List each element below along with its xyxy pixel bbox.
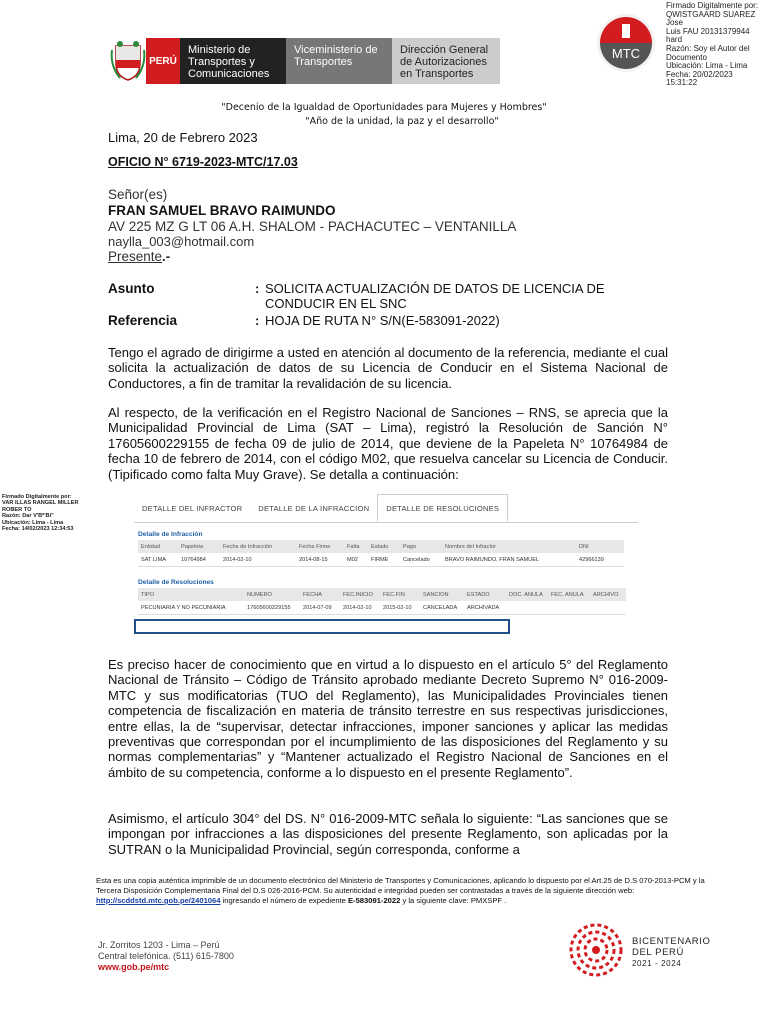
table-cell: SAT LIMA: [138, 553, 178, 567]
bic-line: BICENTENARIO: [632, 936, 711, 947]
table-header-cell: FEC. ANULA: [548, 588, 590, 601]
table-cell: 2014-07-09: [300, 601, 340, 615]
table-header-cell: DOC. ANULA: [506, 588, 548, 601]
referencia-colon: :: [255, 313, 260, 328]
resoluciones-section-title: Detalle de Resoluciones: [138, 579, 214, 586]
sig-line: Fecha: 20/02/2023 15:31:22: [666, 69, 733, 88]
referencia-label: Referencia: [108, 313, 178, 328]
table-header-cell: Estado: [368, 540, 400, 553]
decenio-line2: "Año de la unidad, la paz y el desarrollo": [305, 116, 499, 127]
mtc-seal-logo: [592, 12, 660, 74]
sig-line: VAR ILLAS RANGEL MILLER: [2, 500, 79, 507]
sig-line: Razón: Soy el Autor del: [666, 43, 750, 53]
peru-label: PERÚ: [146, 38, 180, 84]
recipient-name: FRAN SAMUEL BRAVO RAIMUNDO: [108, 203, 336, 218]
letter-date: Lima, 20 de Febrero 2023: [108, 130, 258, 145]
table-header-cell: FEC.INICIO: [340, 588, 380, 601]
expediente-number: E-583091-2022: [347, 896, 401, 905]
highlight-box: [134, 619, 510, 634]
ministry-address: [98, 940, 234, 973]
website-link[interactable]: www.gob.pe/mtc: [98, 962, 170, 972]
table-cell: BRAVO RAIMUNDO, FRAN SAMUEL: [442, 553, 576, 567]
note-text: y la siguiente clave: PMXSPF .: [400, 896, 507, 905]
tab-detalle-infractor[interactable]: DETALLE DEL INFRACTOR: [142, 503, 243, 513]
table-header-cell: TIPO: [138, 588, 244, 601]
paragraph-3: Es preciso hacer de conocimiento que en virtud a lo dispuesto en el artículo 5° del Reglamento Nacional de Tránsito – Código de Tránsito aprobado mediante Decreto Supremo N° 016-2009-MTC y sus modificatorias (TUO del Reglamento), las Municipalidades Provinciales tienen competencia de fiscalización en materia de tránsito terrestre en sus respectivas jurisdicciones, entre ellas, la de “supervisar, detectar infracciones, imponer sanciones y aplicar las medidas preventivas que correspondan por el incumplimiento de las disposiciones del Reglamento y su normas complementarias” y “Mantener actualizado el Registro Nacional de Sanciones en el ámbito de su competencia, conforme a lo dispuesto en el presente Reglamento”.: [108, 657, 668, 780]
sig-line: Luis FAU 20131379944 hard: [666, 26, 750, 45]
mtc-logo-text: MTC: [611, 46, 641, 61]
table-row: [138, 601, 626, 615]
verification-link[interactable]: http://scddstd.mtc.gob.pe/2401064: [96, 896, 221, 905]
note-text: ingresando el número de expediente: [220, 896, 348, 905]
infraccion-table: [138, 540, 624, 567]
sig-line: Razón: Dar V'Bº'Bi": [2, 513, 54, 520]
table-cell: 2014-02-10: [340, 601, 380, 615]
table-cell: M02: [344, 553, 368, 567]
table-cell: FIRME: [368, 553, 400, 567]
presente-text: Presente: [108, 249, 163, 264]
detail-tabs: [134, 494, 638, 523]
table-header-cell: FECHA: [300, 588, 340, 601]
table-header-row: [138, 540, 624, 553]
table-cell: ARCHIVADA: [464, 601, 506, 615]
sig-line: QWISTGAARD SUAREZ Jose: [666, 9, 756, 28]
address-line: Jr. Zorritos 1203 - Lima – Perú: [98, 940, 220, 950]
sig-line: Documento: [666, 52, 707, 62]
table-header-cell: Pago: [400, 540, 442, 553]
table-header-cell: Fecha Firme: [296, 540, 344, 553]
table-header-cell: Papeleta: [178, 540, 220, 553]
referencia-text: HOJA DE RUTA N° S/N(E-583091-2022): [265, 313, 500, 328]
table-cell: 2014-02-10: [220, 553, 296, 567]
table-cell: [548, 601, 590, 615]
table-cell: 10764984: [178, 553, 220, 567]
table-header-cell: SANCION: [420, 588, 464, 601]
presente-line: [108, 249, 170, 264]
paragraph-4: Asimismo, el artículo 304° del DS. N° 016-2009-MTC señala lo siguiente: “Las sanciones que se impongan por infracciones a las disposiciones del presente Reglamento, son aplicadas por la SUTRAN o la Municipalidad Provincial, según corresponda, conforme a: [108, 811, 668, 857]
table-header-cell: Entidad: [138, 540, 178, 553]
sig-line: Ubicación: Lima - Lima: [2, 519, 64, 526]
table-cell: 2015-02-10: [380, 601, 420, 615]
presente-suffix: .-: [162, 249, 171, 264]
sig-line: Fecha: 14/02/2023 12:34:53: [2, 526, 74, 533]
digital-signature-top: [666, 2, 766, 88]
oficio-number: OFICIO N° 6719-2023-MTC/17.03: [108, 155, 298, 169]
sig-line: Firmado Digitalmente por:: [2, 494, 72, 500]
header-banner: [110, 38, 500, 84]
table-cell: 42966139: [576, 553, 624, 567]
recipient-email: naylla_003@hotmail.com: [108, 234, 255, 249]
direccion-label: Dirección General de Autorizaciones en Transportes: [392, 38, 500, 84]
table-cell: Cancelado: [400, 553, 442, 567]
asunto-text-1: SOLICITA ACTUALIZACIÓN DE DATOS DE LICENCIA DE: [265, 281, 605, 296]
asunto-text-2: CONDUCIR EN EL SNC: [265, 296, 407, 311]
sig-line: Firmado Digitalmente por:: [666, 1, 759, 10]
sig-line: Ubicación: Lima - Lima: [666, 61, 748, 71]
table-header-cell: DNI: [576, 540, 624, 553]
table-header-cell: NUMERO: [244, 588, 300, 601]
table-cell: CANCELADA: [420, 601, 464, 615]
asunto-label: Asunto: [108, 281, 155, 296]
table-header-cell: ARCHIVO: [590, 588, 626, 601]
table-header-cell: Falta: [344, 540, 368, 553]
table-header-cell: Nombre del Infractor: [442, 540, 576, 553]
tab-detalle-resoluciones[interactable]: DETALLE DE RESOLUCIONES: [377, 494, 508, 522]
table-row: [138, 553, 624, 567]
digital-signature-left: [2, 494, 106, 532]
authenticity-note: [96, 876, 716, 906]
resoluciones-table: [138, 588, 626, 615]
rns-screenshot: [134, 494, 638, 644]
tab-detalle-infraccion[interactable]: DETALLE DE LA INFRACCION: [258, 503, 370, 513]
table-cell: PECUNIARIA Y NO PECUNIARIA: [138, 601, 244, 615]
infraccion-section-title: Detalle de Infracción: [138, 531, 203, 538]
bicentenario-logo: [568, 922, 624, 978]
recipient-address: AV 225 MZ G LT 06 A.H. SHALOM - PACHACUTEC – VENTANILLA: [108, 219, 517, 234]
salutation: Señor(es): [108, 187, 168, 202]
ministerio-label: Ministerio de Transportes y Comunicaciones: [180, 38, 286, 84]
paragraph-2: Al respecto, de la verificación en el Registro Nacional de Sanciones – RNS, se aprecia que la Municipalidad Provincial de Lima (SAT – Lima), registró la Resolución de Sanción N° 17605600229155 de fecha 09 de julio de 2014, que deviene de la Papeleta N° 10764984 de fecha 10 de febrero de 2014, con el código M02, que resuelva cancelar su Licencia de Conducir. (Tipificado como falta Muy Grave). Se detalla a continuación:: [108, 405, 668, 482]
table-header-cell: FEC.FIN: [380, 588, 420, 601]
table-header-cell: ESTADO: [464, 588, 506, 601]
table-cell: [590, 601, 626, 615]
phone-line: Central telefónica. (511) 615-7800: [98, 951, 234, 961]
viceministerio-label: Viceministerio de Transportes: [286, 38, 392, 84]
paragraph-1: Tengo el agrado de dirigirme a usted en atención al documento de la referencia, mediante el cual solicita la actualización de datos de su Licencia de Conducir en el Sistema Nacional de Conductores, a fin de tramitar la revalidación de su licencia.: [108, 345, 668, 391]
bic-line: 2021 - 2024: [632, 959, 682, 968]
bicentenario-text: [632, 936, 710, 969]
asunto-colon: :: [255, 281, 260, 296]
peru-shield-icon: [110, 38, 146, 84]
note-text: Esta es una copia auténtica imprimible de un documento electrónico del Ministerio de Transportes y Comunicaciones, aplicando lo dispuesto por el Art.25 de D.S 070-2013-PCM y la Tercera Disposición Complementaria Final del D.S 026-2016-PCM. Su autenticidad e integridad pueden ser contrastadas a través de la siguiente dirección web:: [96, 876, 705, 895]
table-header-cell: Fecha de Infracción: [220, 540, 296, 553]
sig-line: ROBER TO: [2, 506, 32, 513]
table-cell: [506, 601, 548, 615]
decenio-line1: "Decenio de la Igualdad de Oportunidades para Mujeres y Hombres": [221, 102, 547, 113]
table-header-row: [138, 588, 626, 601]
table-cell: 17605600229155: [244, 601, 300, 615]
table-cell: 2014-08-15: [296, 553, 344, 567]
bic-line: DEL PERÚ: [632, 947, 684, 958]
